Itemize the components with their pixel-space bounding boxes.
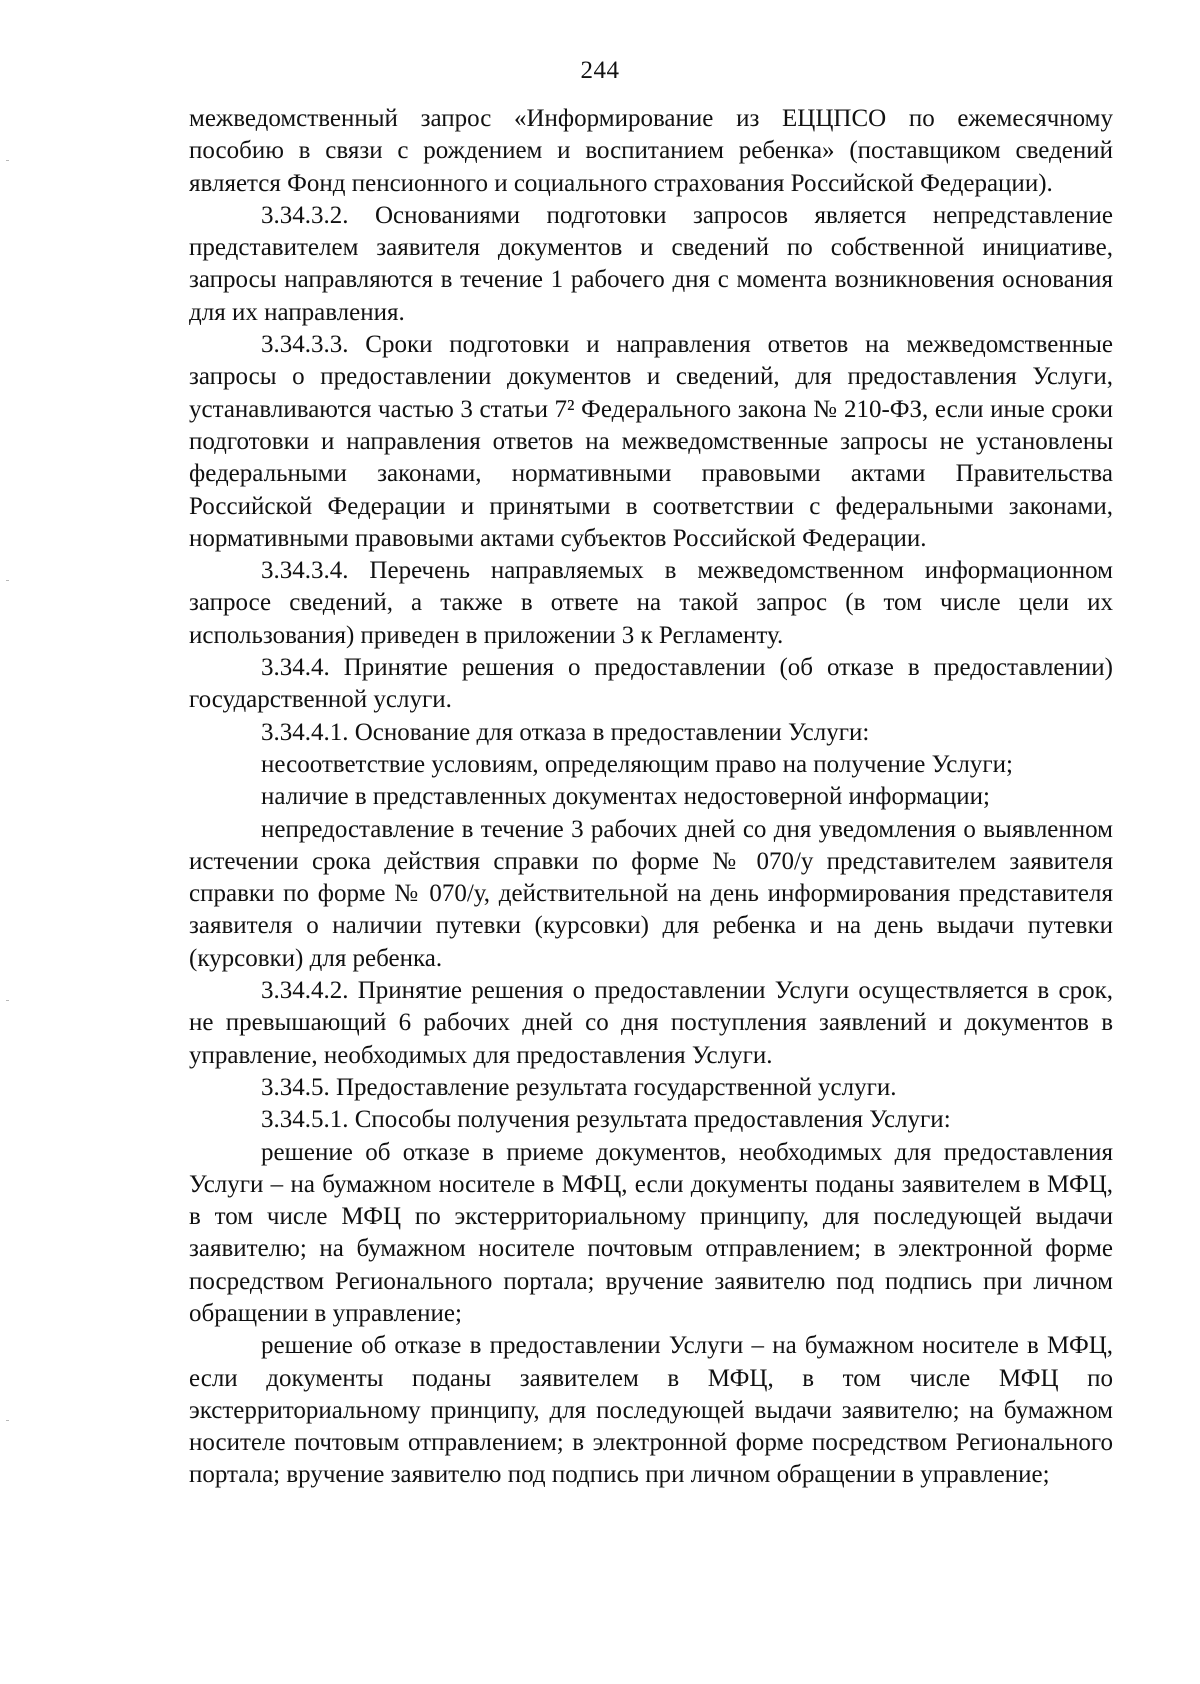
scan-edge-mark xyxy=(6,160,9,161)
document-body xyxy=(189,103,1113,1492)
paragraph-3-34-4-2: 3.34.4.2. Принятие решения о предоставлении Услуги осуществляется в срок, не превышающий 6 рабочих дней со дня поступления заявлений и документов в управление, необходимых для предоставления Услуги. xyxy=(189,977,1113,1069)
paragraph-3-34-3-4: 3.34.3.4. Перечень направляемых в межведомственном информационном запросе сведений, а также в ответе на такой запрос (в том числе цели их использования) приведен в приложении 3 к Регламенту. xyxy=(189,557,1113,649)
paragraph-3-34-5-1: 3.34.5.1. Способы получения результата предоставления Услуги: xyxy=(261,1106,951,1134)
scan-edge-mark xyxy=(6,1000,9,1001)
paragraph-3-34-4: 3.34.4. Принятие решения о предоставлении (об отказе в предоставлении) государственной услуги. xyxy=(189,654,1113,714)
list-item-refusal-reason: несоответствие условиям, определяющим право на получение Услуги; xyxy=(261,750,1013,778)
paragraph-3-34-3-2: 3.34.3.2. Основаниями подготовки запросов является непредставление представителем заявителя документов и сведений по собственной инициативе, запросы направляются в течение 1 рабочего дня с момента возникновения основания для их направления. xyxy=(189,201,1113,326)
paragraph-3-34-5: 3.34.5. Предоставление результата государственной услуги. xyxy=(261,1073,897,1101)
list-item-refusal-reason: непредоставление в течение 3 рабочих дней со дня уведомления о выявленном истечении срока действия справки по форме № 070/у представителем заявителя справки по форме № 070/у, действительной на день информирования представителя заявителя о наличии путевки (курсовки) для ребенка и на день выдачи путевки (курсовки) для ребенка. xyxy=(189,815,1113,972)
paragraph-continuation: межведомственный запрос «Информирование из ЕЦЦПСО по ежемесячному пособию в связи с рождением и воспитанием ребенка» (поставщиком сведений является Фонд пенсионного и социального страхования Российской Федерации). xyxy=(189,105,1113,197)
paragraph-3-34-3-3: 3.34.3.3. Сроки подготовки и направления ответов на межведомственные запросы о предоставлении документов и сведений, для предоставления Услуги, устанавливаются частью 3 статьи 7² Федерального закона № 210-ФЗ, если иные сроки подготовки и направления ответов на межведомственные запросы не установлены федеральными законами, нормативными правовыми актами Правительства Российской Федерации и принятыми в соответствии с федеральными законами, нормативными правовыми актами субъектов Российской Федерации. xyxy=(189,331,1113,552)
scan-edge-mark xyxy=(6,580,9,581)
paragraph-3-34-4-1: 3.34.4.1. Основание для отказа в предоставлении Услуги: xyxy=(261,718,870,746)
list-item-result-method: решение об отказе в предоставлении Услуги – на бумажном носителе в МФЦ, если документы поданы заявителем в МФЦ, в том числе МФЦ по экстерриториальному принципу, для последующей выдачи заявителю; на бумажном носителе почтовым отправлением; в электронной форме посредством Регионального портала; вручение заявителю под подпись при личном обращении в управление; xyxy=(189,1332,1113,1489)
scan-edge-mark xyxy=(6,1420,9,1421)
list-item-refusal-reason: наличие в представленных документах недостоверной информации; xyxy=(261,783,990,811)
page-number: 244 xyxy=(580,57,620,84)
list-item-result-method: решение об отказе в приеме документов, необходимых для предоставления Услуги – на бумажном носителе в МФЦ, если документы поданы заявителем в МФЦ, в том числе МФЦ по экстерриториальному принципу, для последующей выдачи заявителю; на бумажном носителе почтовым отправлением; в электронной форме посредством Регионального портала; вручение заявителю под подпись при личном обращении в управление; xyxy=(189,1138,1113,1327)
